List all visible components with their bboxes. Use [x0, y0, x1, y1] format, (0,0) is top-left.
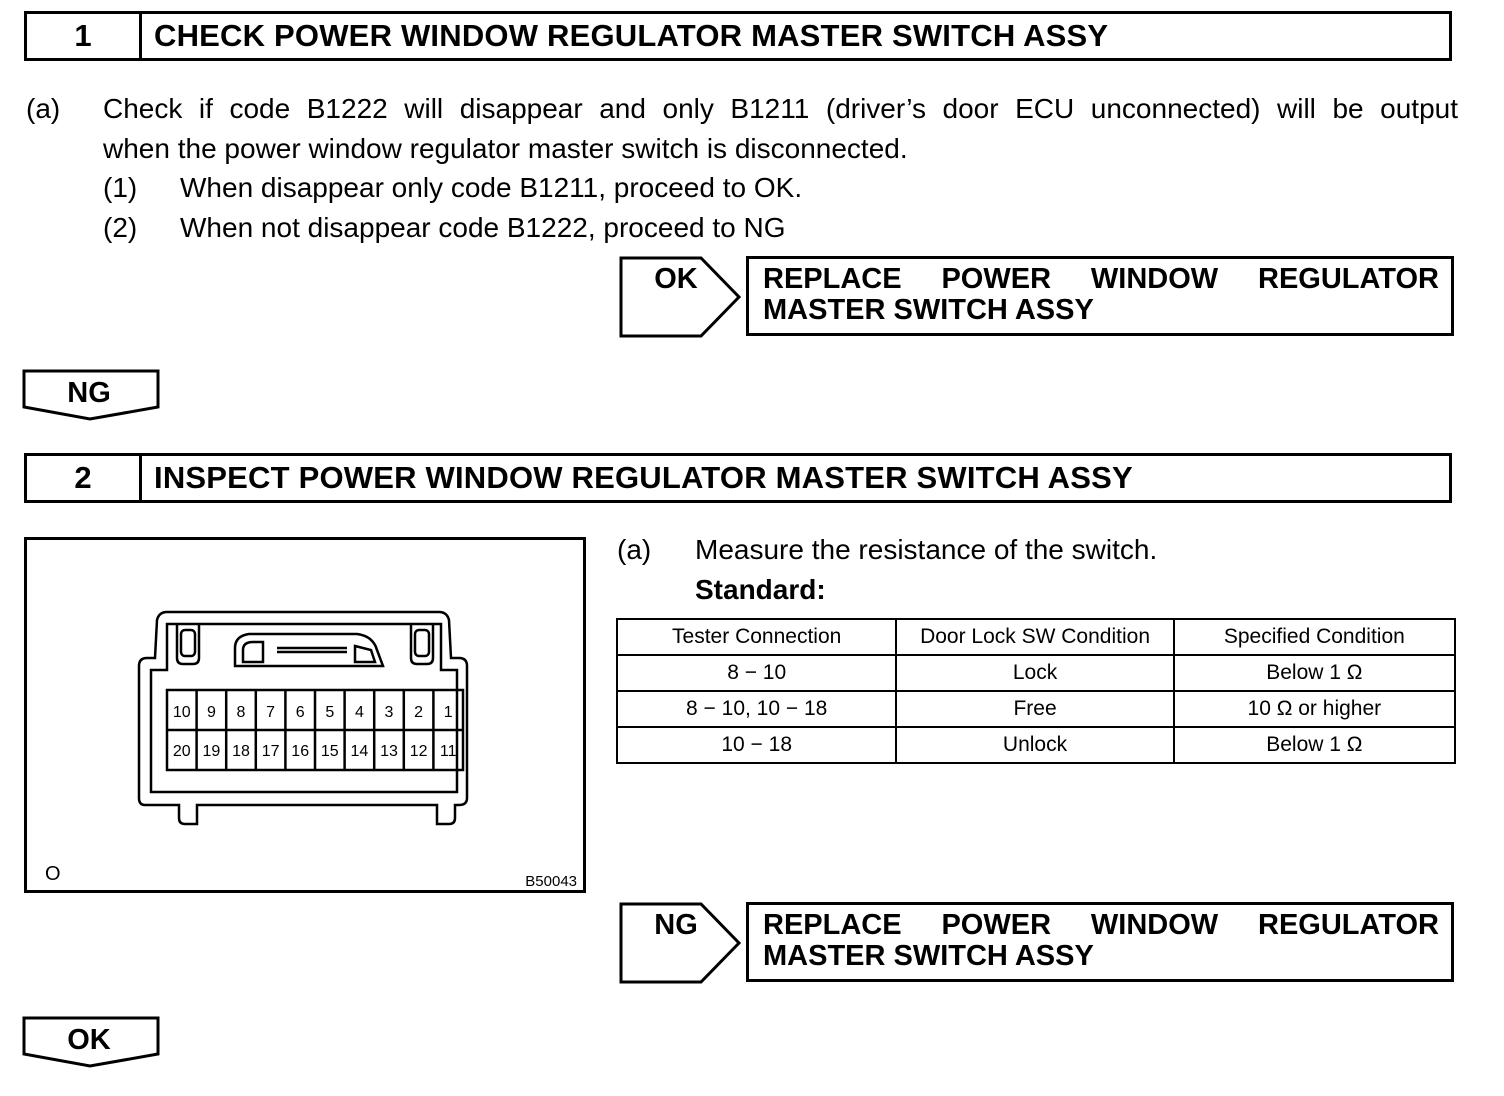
step-number: 2	[27, 456, 142, 500]
result-word: REPLACE	[763, 909, 902, 941]
down-arrow-label: NG	[67, 377, 111, 409]
table-header: Specified Condition	[1174, 619, 1455, 655]
result-word: WINDOW	[1090, 909, 1219, 941]
result-arrow-label: OK	[654, 263, 698, 295]
table-header: Tester Connection	[617, 619, 896, 655]
table-row	[617, 655, 1455, 691]
sub-item-text: When disappear only code B1211, proceed to OK.	[180, 172, 803, 203]
table-cell: Unlock	[896, 727, 1173, 763]
sub-item-text: When not disappear code B1222, proceed to NG	[180, 212, 786, 243]
pin-label: 6	[295, 704, 305, 721]
table-cell: Below 1 Ω	[1174, 727, 1455, 763]
step-title: CHECK POWER WINDOW REGULATOR MASTER SWITCH ASSY	[154, 18, 1109, 53]
pin-label: 3	[384, 704, 394, 721]
result-action-box	[746, 256, 1454, 336]
figure-code: B50043	[525, 873, 577, 890]
table-cell: 8 − 10	[617, 655, 896, 691]
result-word: REGULATOR	[1258, 263, 1439, 295]
pin-label: 15	[320, 743, 339, 760]
result-arrow-label: NG	[654, 909, 698, 941]
table-cell: Free	[896, 691, 1173, 727]
pin-label: 8	[236, 704, 246, 721]
pin-label: 16	[291, 743, 310, 760]
pin-label: 20	[172, 743, 191, 760]
connector-diagram	[27, 540, 583, 890]
table-cell: Below 1 Ω	[1174, 655, 1455, 691]
result-line: MASTER SWITCH ASSY	[763, 294, 1094, 326]
step-number: 1	[27, 14, 142, 58]
standard-label: Standard:	[695, 574, 826, 605]
table-cell: 10 − 18	[617, 727, 896, 763]
pin-label: 18	[232, 743, 250, 760]
pin-label: 11	[439, 743, 457, 760]
pin-label: 4	[354, 704, 364, 721]
pin-label: 13	[380, 743, 398, 760]
instruction-line: Check if code B1222 will disappear and only B1211 (driver’s door ECU unconnected) will be output	[103, 93, 1458, 124]
result-word: REGULATOR	[1258, 909, 1439, 941]
result-word: WINDOW	[1090, 263, 1219, 295]
result-word: POWER	[941, 909, 1052, 941]
connector-figure	[24, 537, 586, 893]
step-1-header	[24, 11, 1452, 61]
result-word: REPLACE	[763, 263, 902, 295]
pin-label: 17	[261, 743, 280, 760]
table-header-row	[617, 619, 1455, 655]
step-title: INSPECT POWER WINDOW REGULATOR MASTER SWITCH ASSY	[154, 460, 1133, 495]
table-cell: Lock	[896, 655, 1173, 691]
pin-label: 2	[414, 704, 424, 721]
pin-label: 10	[172, 704, 191, 721]
instruction-line: when the power window regulator master switch is disconnected.	[103, 133, 908, 164]
pin-label: 12	[409, 743, 428, 760]
instruction-line: Measure the resistance of the switch.	[695, 534, 1158, 565]
sub-item-marker: (2)	[103, 212, 138, 243]
sub-item-marker: (1)	[103, 172, 138, 203]
pin-label: 9	[206, 704, 216, 721]
result-action-box	[746, 902, 1454, 982]
table-header: Door Lock SW Condition	[896, 619, 1173, 655]
spec-table	[616, 618, 1456, 764]
table-row	[617, 691, 1455, 727]
figure-corner-label: O	[45, 863, 61, 885]
item-marker: (a)	[617, 534, 652, 565]
pin-label: 19	[202, 743, 221, 760]
item-marker: (a)	[26, 93, 61, 124]
pin-label: 5	[325, 704, 335, 721]
table-row	[617, 727, 1455, 763]
result-line: MASTER SWITCH ASSY	[763, 940, 1094, 972]
down-arrow-label: OK	[67, 1024, 111, 1056]
pin-label: 14	[350, 743, 369, 760]
result-word: POWER	[941, 263, 1052, 295]
step-2-header	[24, 453, 1452, 503]
pin-label: 1	[443, 704, 453, 721]
table-cell: 10 Ω or higher	[1174, 691, 1455, 727]
pin-label: 7	[266, 704, 276, 721]
table-cell: 8 − 10, 10 − 18	[617, 691, 896, 727]
